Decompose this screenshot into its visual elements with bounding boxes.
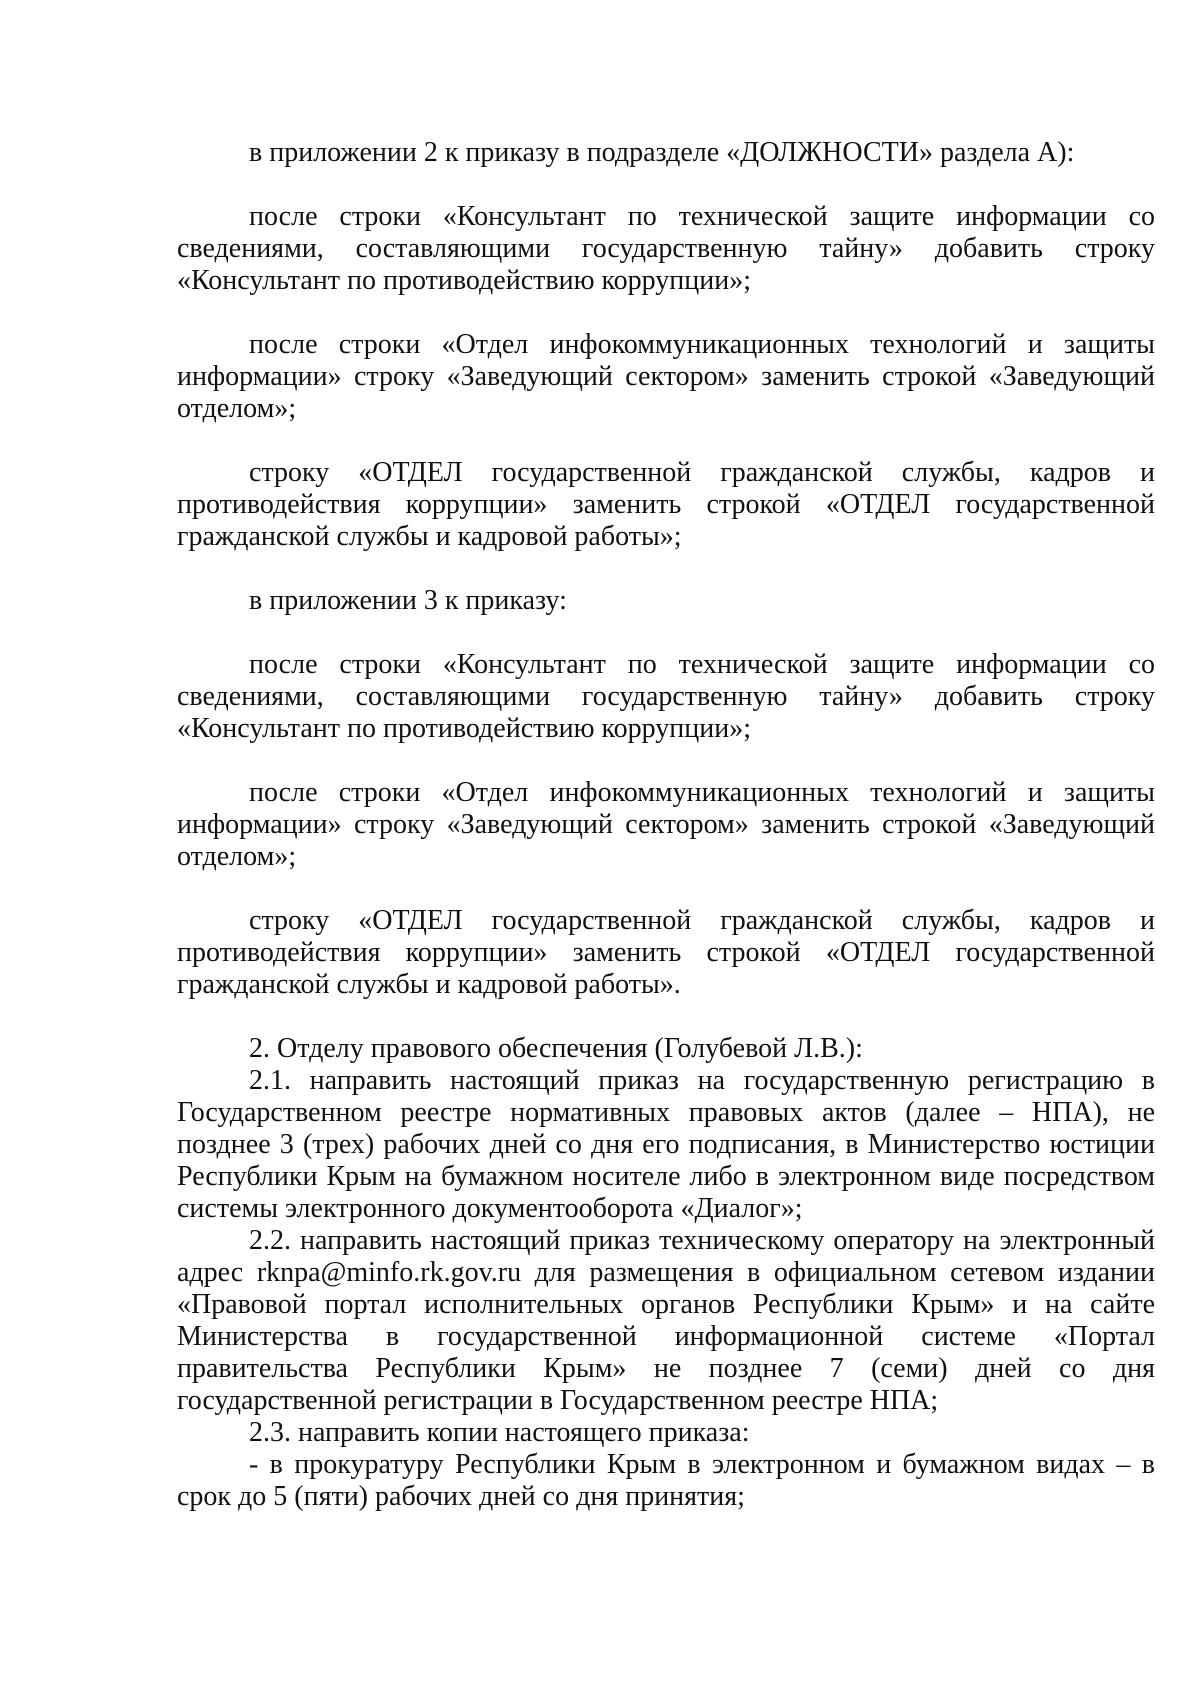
- paragraph-2-3-copies: 2.3. направить копии настоящего приказа:: [249, 1417, 750, 1448]
- paragraph-appendix-3-replace-head: после строки «Отдел инфокоммуникационных технологий и защиты информации» строку «Заведующий сектором» заменить строкой «Заведующий отделом»;: [177, 777, 1155, 872]
- document-body: [177, 137, 1155, 1513]
- paragraph-appendix-3-add-consultant: после строки «Консультант по технической защите информации со сведениями, составляющими государственную тайну» добавить строку «Консультант по противодействию коррупции»;: [177, 649, 1155, 744]
- paragraph-appendix-2-intro: в приложении 2 к приказу в подразделе «ДОЛЖНОСТИ» раздела А):: [249, 137, 1075, 168]
- paragraph-prosecutor-copy: - в прокуратуру Республики Крым в электронном и бумажном видах – в срок до 5 (пяти) рабочих дней со дня принятия;: [177, 1449, 1155, 1512]
- paragraph-appendix-2-add-consultant: после строки «Консультант по технической защите информации со сведениями, составляющими государственную тайну» добавить строку «Консультант по противодействию коррупции»;: [177, 201, 1155, 296]
- paragraph-appendix-2-replace-head: после строки «Отдел инфокоммуникационных технологий и защиты информации» строку «Заведующий сектором» заменить строкой «Заведующий отделом»;: [177, 329, 1155, 424]
- paragraph-2-1-registration: 2.1. направить настоящий приказ на государственную регистрацию в Государственном реестре нормативных правовых актов (далее – НПА), не позднее 3 (трех) рабочих дней со дня его подписания, в Министерство юстиции Республики Крым на бумажном носителе либо в электронном виде посредством системы электронного документооборота «Диалог»;: [177, 1065, 1155, 1224]
- paragraph-2-2-publication: 2.2. направить настоящий приказ техническому оператору на электронный адрес rknpa@minfo.rk.gov.ru для размещения в официальном сетевом издании «Правовой портал исполнительных органов Республики Крым» и на сайте Министерства в государственной информационной системе «Портал правительства Республики Крым» не позднее 7 (семи) дней со дня государственной регистрации в Государственном реестре НПА;: [177, 1225, 1155, 1416]
- paragraph-section-2-heading: 2. Отделу правового обеспечения (Голубевой Л.В.):: [249, 1033, 863, 1064]
- paragraph-appendix-3-intro: в приложении 3 к приказу:: [249, 585, 567, 616]
- paragraph-appendix-2-replace-department: строку «ОТДЕЛ государственной гражданской службы, кадров и противодействия коррупции» заменить строкой «ОТДЕЛ государственной гражданской службы и кадровой работы»;: [177, 457, 1155, 552]
- paragraph-appendix-3-replace-department: строку «ОТДЕЛ государственной гражданской службы, кадров и противодействия коррупции» заменить строкой «ОТДЕЛ государственной гражданской службы и кадровой работы».: [177, 905, 1155, 1000]
